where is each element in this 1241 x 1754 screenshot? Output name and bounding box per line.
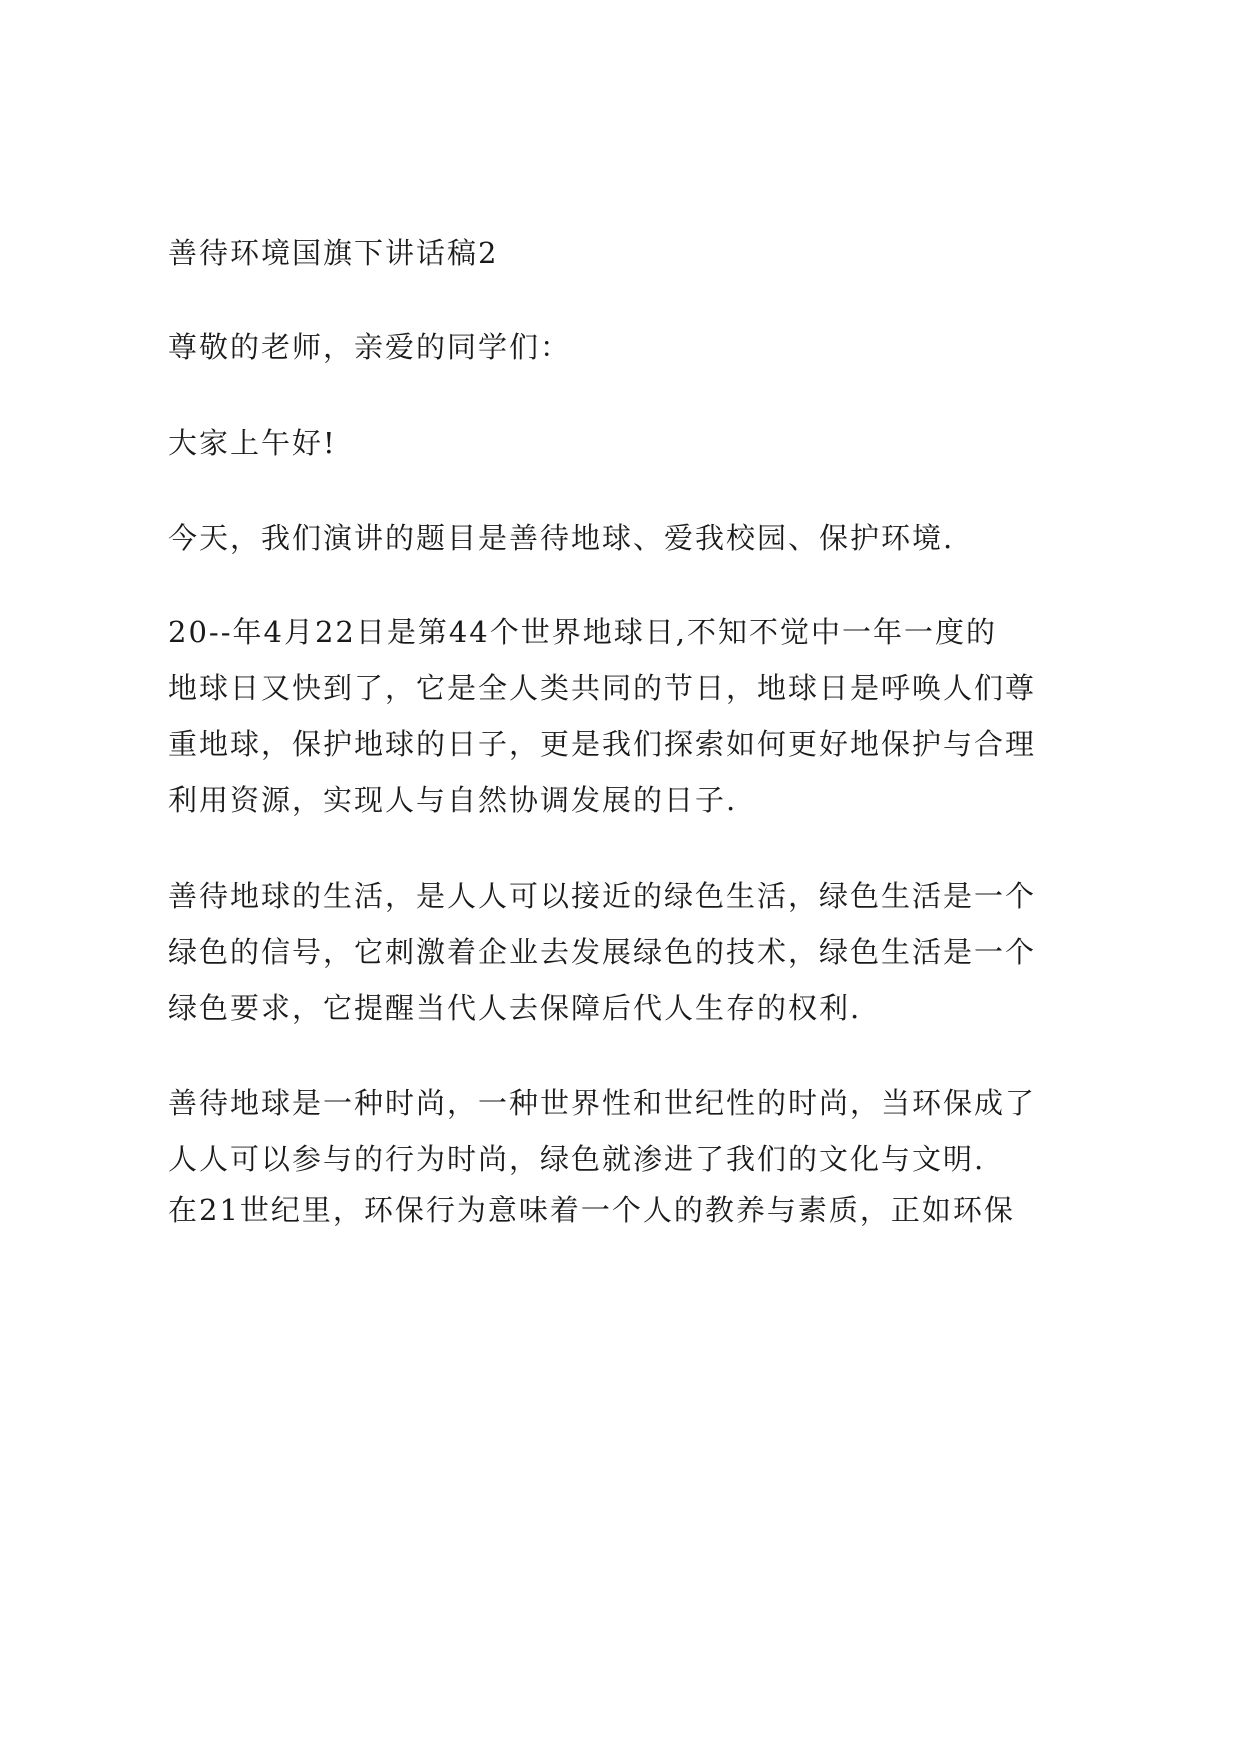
paragraph-line: 人人可以参与的行为时尚，绿色就渗进了我们的文化与文明.: [168, 1142, 986, 1176]
paragraph-line: 重地球，保护地球的日子，更是我们探索如何更好地保护与合理: [168, 727, 1037, 761]
topic-line: 今天，我们演讲的题目是善待地球、爱我校园、保护环境.: [168, 521, 955, 555]
document-title: 善待环境国旗下讲话稿2: [168, 236, 499, 270]
paragraph-line: 利用资源，实现人与自然协调发展的日子.: [168, 783, 738, 817]
paragraph-line: 在21世纪里，环保行为意味着一个人的教养与素质，正如环保: [168, 1193, 1015, 1227]
paragraph-line: 地球日又快到了，它是全人类共同的节日，地球日是呼唤人们尊: [168, 671, 1037, 705]
salutation: 尊敬的老师，亲爱的同学们：: [168, 330, 572, 364]
paragraph-line: 20--年4月22日是第44个世界地球日,不知不觉中一年一度的: [168, 615, 997, 649]
paragraph-line: 善待地球的生活，是人人可以接近的绿色生活，绿色生活是一个: [168, 879, 1037, 913]
greeting: 大家上午好!: [168, 426, 337, 460]
paragraph-line: 善待地球是一种时尚，一种世界性和世纪性的时尚，当环保成了: [168, 1086, 1037, 1120]
paragraph-line: 绿色的信号，它刺激着企业去发展绿色的技术，绿色生活是一个: [168, 935, 1037, 969]
paragraph-line: 绿色要求，它提醒当代人去保障后代人生存的权利.: [168, 991, 862, 1025]
